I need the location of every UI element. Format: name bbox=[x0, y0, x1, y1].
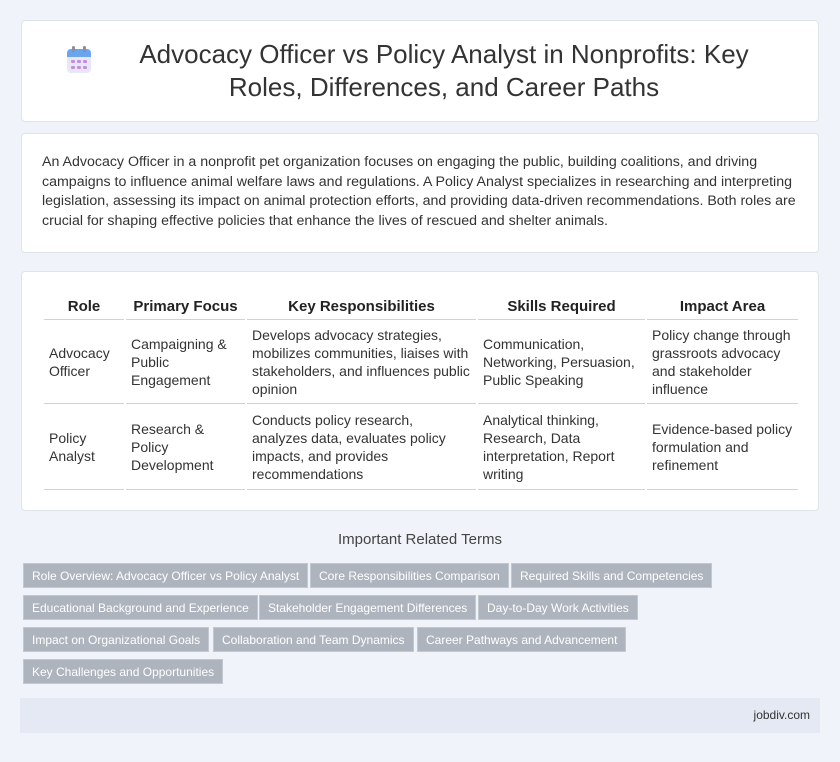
cell-impact-area: Evidence-based policy formulation and refinement bbox=[647, 404, 798, 490]
table-row bbox=[44, 404, 798, 490]
intro-paragraph: An Advocacy Officer in a nonprofit pet organization focuses on engaging the public, building coalitions, and driving campaigns to influence animal welfare laws and regulations. A Policy Analyst specializes in researching and interpreting legislation, assessing its impact on animal protection efforts, and providing data-driven recommendations. Both roles are crucial for shaping effective policies that enhance the lives of rescued and shelter animals. bbox=[42, 154, 796, 229]
cell-key-responsibilities: Develops advocacy strategies, mobilizes communities, liaises with stakeholders, and influences public opinion bbox=[247, 320, 476, 404]
column-header-impact-area: Impact Area bbox=[647, 290, 798, 320]
related-term-tag[interactable]: Educational Background and Experience bbox=[23, 595, 258, 620]
cell-role: Advocacy Officer bbox=[44, 320, 124, 404]
page-title: Advocacy Officer vs Policy Analyst in Nonprofits: Key Roles, Differences, and Career Paths bbox=[139, 39, 749, 102]
header-card bbox=[21, 20, 819, 122]
related-term-tag[interactable]: Impact on Organizational Goals bbox=[23, 627, 209, 652]
related-term-tag[interactable]: Key Challenges and Opportunities bbox=[23, 659, 223, 684]
intro-card bbox=[21, 133, 819, 253]
cell-role: Policy Analyst bbox=[44, 404, 124, 490]
footer-site-link[interactable]: jobdiv.com bbox=[753, 708, 810, 722]
calendar-icon bbox=[66, 46, 92, 74]
related-term-tag[interactable]: Required Skills and Competencies bbox=[511, 563, 712, 588]
table-row bbox=[44, 320, 798, 404]
cell-skills-required: Analytical thinking, Research, Data interpretation, Report writing bbox=[478, 404, 645, 490]
cell-impact-area: Policy change through grassroots advocacy and stakeholder influence bbox=[647, 320, 798, 404]
column-header-skills-required: Skills Required bbox=[478, 290, 645, 320]
footer bbox=[20, 698, 820, 733]
column-header-role: Role bbox=[44, 290, 124, 320]
column-header-key-responsibilities: Key Responsibilities bbox=[247, 290, 476, 320]
cell-skills-required: Communication, Networking, Persuasion, Public Speaking bbox=[478, 320, 645, 404]
related-term-tag[interactable]: Career Pathways and Advancement bbox=[417, 627, 626, 652]
related-term-tag[interactable]: Role Overview: Advocacy Officer vs Policy Analyst bbox=[23, 563, 308, 588]
related-term-tag[interactable]: Stakeholder Engagement Differences bbox=[259, 595, 476, 620]
cell-primary-focus: Research & Policy Development bbox=[126, 404, 245, 490]
table-header-row bbox=[44, 290, 798, 320]
column-header-primary-focus: Primary Focus bbox=[126, 290, 245, 320]
cell-key-responsibilities: Conducts policy research, analyzes data, evaluates policy impacts, and provides recommendations bbox=[247, 404, 476, 490]
related-terms-heading: Important Related Terms bbox=[338, 531, 502, 548]
related-term-tag[interactable]: Day-to-Day Work Activities bbox=[478, 595, 638, 620]
cell-primary-focus: Campaigning & Public Engagement bbox=[126, 320, 245, 404]
related-term-tag[interactable]: Collaboration and Team Dynamics bbox=[213, 627, 414, 652]
comparison-table-card bbox=[21, 271, 819, 511]
related-term-tag[interactable]: Core Responsibilities Comparison bbox=[310, 563, 509, 588]
comparison-table bbox=[42, 290, 800, 490]
